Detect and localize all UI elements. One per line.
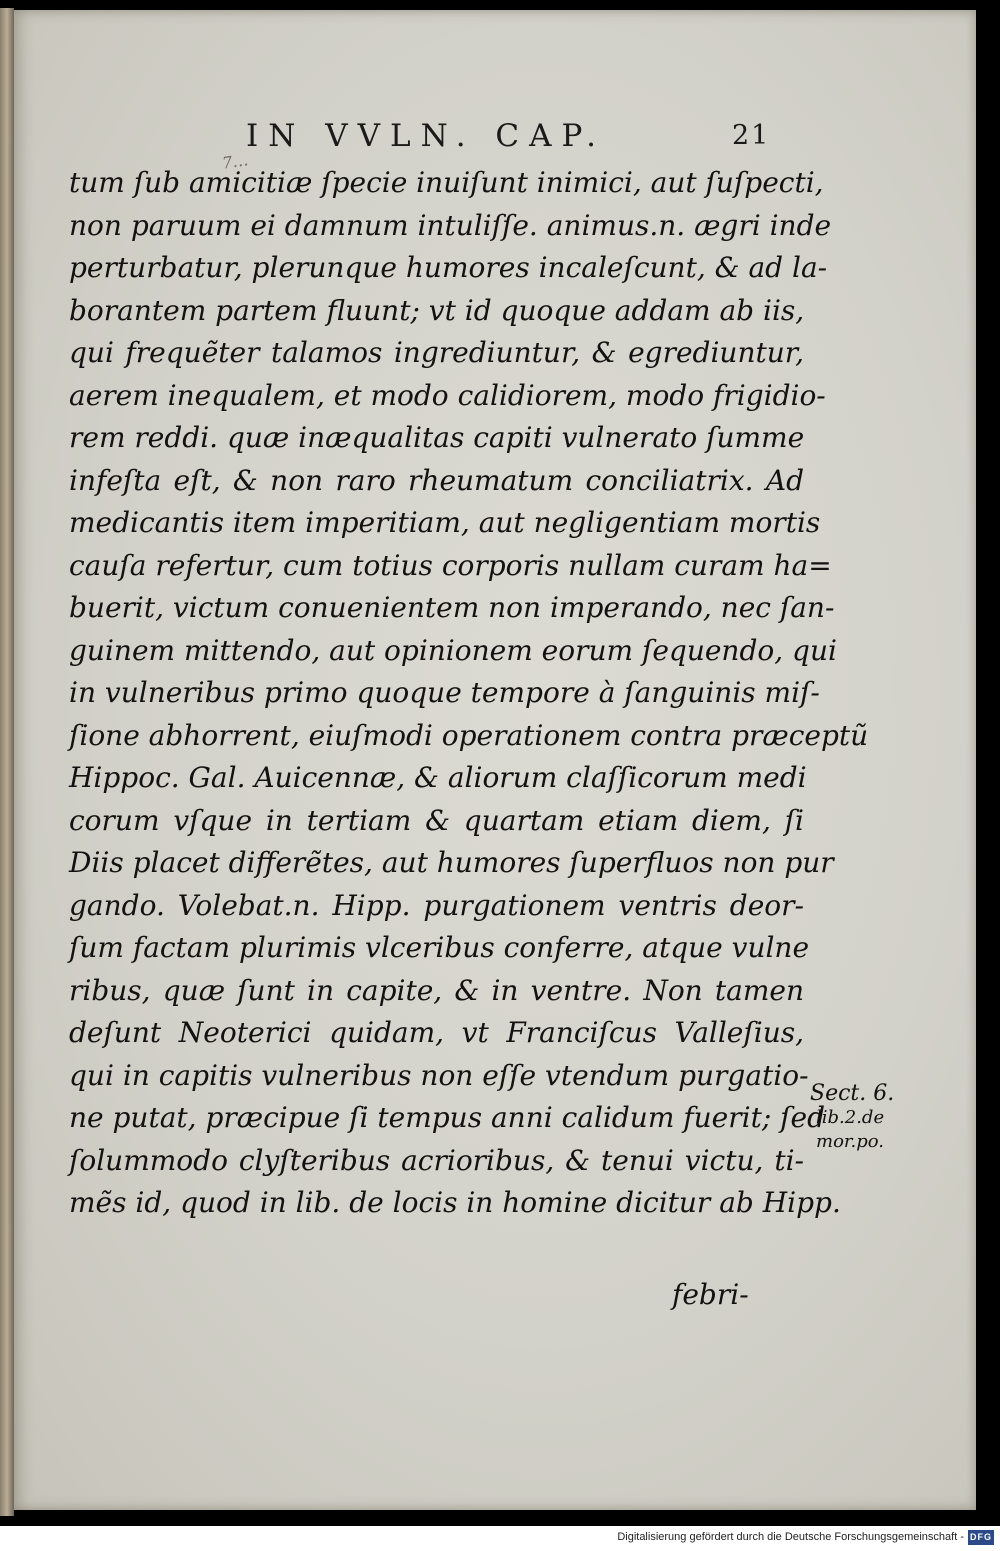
footer-bar bbox=[0, 1526, 1000, 1551]
text-line: borantem partem fluunt; vt id quoque addam ab iis, bbox=[69, 293, 805, 327]
text-line: ſum factam plurimis vlceribus conferre, atque vulne bbox=[69, 931, 810, 964]
faint-annotation-mark: 7… bbox=[220, 150, 250, 173]
page-header bbox=[14, 118, 976, 158]
text-line: infeſta eſt, & non raro rheumatum conciliatrix. Ad bbox=[69, 463, 804, 497]
text-line: Diis placet differẽtes, aut humores ſuperfluos non pur bbox=[69, 846, 834, 879]
dfg-logo-icon: DFG bbox=[968, 1530, 994, 1545]
text-line: ſolummodo clyſteribus acrioribus, & tenui victu, ti- bbox=[69, 1143, 804, 1177]
text-line: rem reddi. quæ inæqualitas capiti vulnerato ſumme bbox=[69, 421, 805, 454]
text-line: corum vſque in tertiam & quartam etiam diem, ſi bbox=[69, 803, 804, 837]
funding-credit: Digitalisierung gefördert durch die Deutsche Forschungsgemeinschaft - bbox=[617, 1531, 964, 1543]
marginal-note bbox=[806, 1082, 894, 1154]
text-line: ne putat, præcipue ſi tempus anni calidum fuerit; ſed bbox=[69, 1101, 826, 1134]
text-line: qui in capitis vulneribus non eſſe vtendum purgatio- bbox=[69, 1058, 809, 1092]
text-line: cauſa refertur, cum totius corporis nullam curam ha= bbox=[69, 548, 832, 582]
text-line: aerem inequalem, et modo calidiorem, modo frigidio- bbox=[69, 378, 826, 412]
marginal-note-line: lib.2.de bbox=[816, 1107, 885, 1128]
text-line: qui frequẽter talamos ingrediuntur, & egrediuntur, bbox=[69, 336, 804, 369]
page-number: 21 bbox=[732, 120, 771, 151]
text-line: ribus, quæ ſunt in capite, & in ventre. Non tamen bbox=[69, 973, 804, 1007]
text-line: guinem mittendo, aut opinionem eorum ſequendo, qui bbox=[69, 633, 837, 667]
marginal-note-line: mor.po. bbox=[816, 1131, 885, 1152]
text-line: mẽs id, quod in lib. de locis in homine dicitur ab Hipp. bbox=[69, 1186, 841, 1219]
marginal-note-line: Sect. 6. bbox=[810, 1081, 895, 1106]
text-line: tum ſub amicitiæ ſpecie inuiſunt inimici, aut ſuſpecti, bbox=[69, 166, 824, 199]
text-line: gando. Volebat.n. Hipp. purgationem ventris deor- bbox=[69, 888, 804, 922]
text-line: deſunt Neoterici quidam, vt Franciſcus Valleſius, bbox=[69, 1016, 804, 1049]
running-title: IN VVLN. CAP. bbox=[246, 118, 606, 154]
page-edge bbox=[0, 8, 14, 1516]
text-line: medicantis item imperitiam, aut negligentiam mortis bbox=[69, 506, 821, 539]
text-line: perturbatur, plerunque humores incaleſcunt, & ad la- bbox=[69, 251, 828, 284]
text-line: Hippoc. Gal. Auicennæ, & aliorum claſſicorum medi bbox=[69, 761, 807, 794]
text-line: ſione abhorrent, eiuſmodi operationem contra præceptũ bbox=[69, 718, 869, 752]
catchword: febri- bbox=[672, 1278, 749, 1311]
text-line: buerit, victum conuenientem non imperando, nec ſan- bbox=[69, 591, 835, 624]
book-page bbox=[14, 10, 976, 1510]
text-line: non paruum ei damnum intuliſſe. animus.n. ægri inde bbox=[69, 208, 832, 242]
text-line: in vulneribus primo quoque tempore à ſanguinis miſ- bbox=[69, 676, 820, 709]
